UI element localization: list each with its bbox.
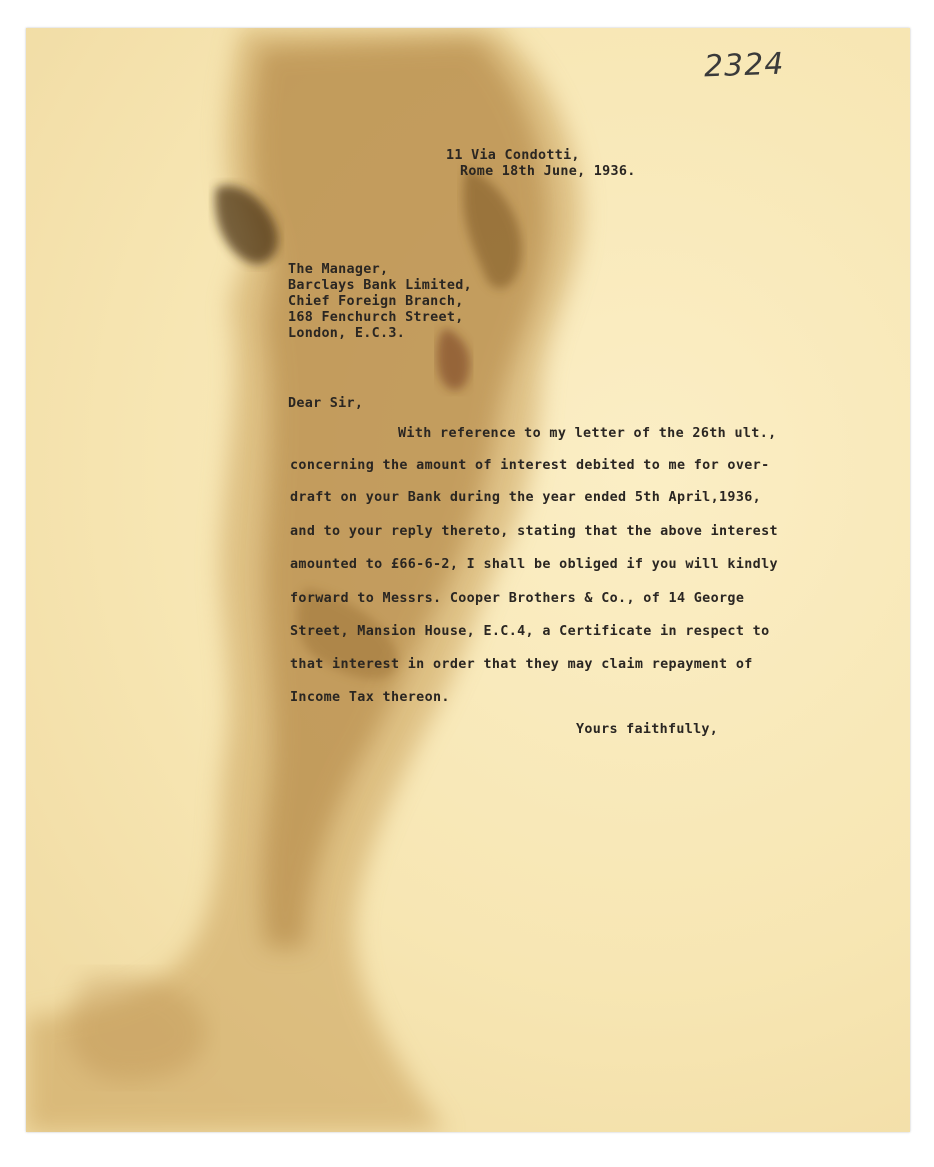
salutation: Dear Sir,: [288, 396, 364, 411]
sender-address-line2: Rome 18th June, 1936.: [460, 164, 636, 179]
recipient-line4: 168 Fenchurch Street,: [288, 310, 464, 325]
body-line: With reference to my letter of the 26th ult.,: [398, 426, 777, 441]
closing: Yours faithfully,: [576, 722, 719, 737]
body-line: that interest in order that they may claim repayment of: [290, 657, 753, 672]
recipient-line5: London, E.C.3.: [288, 326, 406, 341]
water-stain: [26, 28, 910, 1132]
body-line: and to your reply thereto, stating that the above interest: [290, 524, 778, 539]
body-line: forward to Messrs. Cooper Brothers & Co., of 14 George: [290, 591, 745, 606]
body-line: Income Tax thereon.: [290, 690, 450, 705]
recipient-line1: The Manager,: [288, 262, 389, 277]
reference-number: 2324: [703, 46, 785, 85]
body-line: Street, Mansion House, E.C.4, a Certificate in respect to: [290, 624, 770, 639]
recipient-line2: Barclays Bank Limited,: [288, 278, 472, 293]
body-line: amounted to £66-6-2, I shall be obliged if you will kindly: [290, 557, 778, 572]
sender-address-line1: 11 Via Condotti,: [446, 148, 580, 163]
recipient-line3: Chief Foreign Branch,: [288, 294, 464, 309]
body-line: concerning the amount of interest debited to me for over-: [290, 458, 770, 473]
body-line: draft on your Bank during the year ended 5th April,1936,: [290, 490, 762, 505]
letter-paper: [26, 28, 910, 1132]
